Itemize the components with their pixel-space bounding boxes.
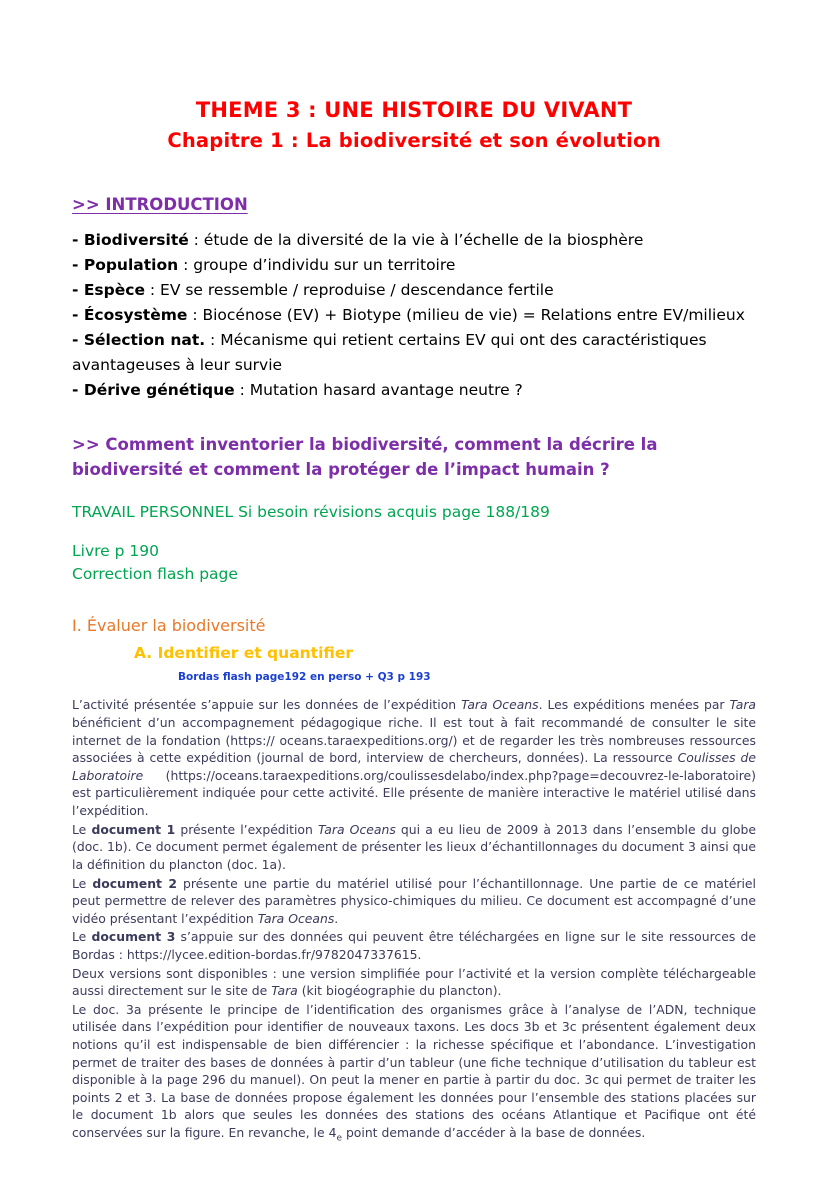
- definition-item: [72, 328, 756, 378]
- definition-text: : EV se ressemble / reproduise / descendance fertile: [144, 280, 554, 299]
- paragraph: Deux versions sont disponibles : une version simplifiée pour l’activité et la version complète téléchargeable aussi directement sur le site de Tara (kit biogéographie du plancton).: [72, 965, 756, 999]
- definition-text: : Biocénose (EV) + Biotype (milieu de vie) = Relations entre EV/milieux: [187, 305, 745, 324]
- definition-item: [72, 228, 756, 253]
- book-reference-line-1: Livre p 190: [72, 542, 159, 561]
- section-heading-reference: Bordas flash page192 en perso + Q3 p 193: [178, 670, 431, 683]
- definition-item: [72, 303, 756, 328]
- book-reference-line-2: Correction flash page: [72, 565, 238, 584]
- definition-list: [72, 228, 756, 404]
- definition-item: [72, 278, 756, 303]
- paragraph: Le document 2 présente une partie du matériel utilisé pour l’échantillonnage. Une partie de ce matériel peut permettre de relever des paramètres physico-chimiques du milieu. Ce document est accompagné d’une vidéo présentant l’expédition Tara Oceans.: [72, 875, 756, 926]
- document-subtitle: Chapitre 1 : La biodiversité et son évolution: [167, 129, 661, 153]
- definition-term: - Dérive génétique: [72, 381, 235, 400]
- paragraph: Le document 3 s’appuie sur des données qui peuvent être téléchargées en ligne sur le site ressources de Bordas : https://lycee.edition-bordas.fr/9782047337615.: [72, 929, 757, 962]
- definition-text: : Mécanisme qui retient certains EV qui ont des caractéristiques avantageuses à leur survie: [72, 331, 707, 375]
- definition-text: : étude de la diversité de la vie à l’échelle de la biosphère: [188, 230, 644, 249]
- body-text-block: [72, 696, 756, 1145]
- definition-text: : Mutation hasard avantage neutre ?: [234, 381, 523, 400]
- book-reference-note: [72, 540, 756, 587]
- definition-term: - Espèce: [72, 280, 145, 299]
- section-heading-letter: A. Identifier et quantifier: [134, 644, 354, 663]
- introduction-heading: >> INTRODUCTION: [72, 194, 248, 214]
- definition-item: [72, 378, 756, 403]
- definition-term: - Population: [72, 255, 179, 274]
- definition-text: : groupe d’individu sur un territoire: [178, 255, 456, 274]
- definition-term: - Écosystème: [72, 305, 188, 324]
- paragraph: Le document 1 présente l’expédition Tara Oceans qui a eu lieu de 2009 à 2013 dans l’ensemble du globe (doc. 1b). Ce document permet également de présenter les lieux d’échantillonnages du document 3 ainsi que la définition du plancton (doc. 1a).: [72, 821, 756, 872]
- definition-item: [72, 253, 756, 278]
- guiding-question: >> Comment inventorier la biodiversité, comment la décrire la biodiversité et comment la protéger de l’impact humain ?: [72, 435, 658, 480]
- personal-work-note: TRAVAIL PERSONNEL Si besoin révisions acquis page 188/189: [72, 502, 550, 521]
- paragraph: Le doc. 3a présente le principe de l’identification des organismes grâce à l’analyse de l’ADN, technique utilisée dans l’expédition pour identifier de nouveaux taxons. Les docs 3b et 3c présentent également deux notions qu’il est indispensable de bien différencier : la richesse spécifique et l’abondance. L’investigation permet de traiter des bases de données à partir d’un tableur (une fiche technique d’utilisation du tableur est disponible à la page 296 du manuel). On peut la mener en partie à partir du doc. 3c qui permet de traiter les points 2 et 3. La base de données propose également les données pour l’ensemble des stations placées sur le document 1b alors que seules les données des stations des océans Atlantique et Pacifique ont été conservées sur la figure. En revanche, le $4_e$ point demande d’accéder à la base de données.: [72, 1001, 756, 1144]
- definition-term: - Sélection nat.: [72, 331, 206, 350]
- document-title: THEME 3 : UNE HISTOIRE DU VIVANT: [195, 98, 633, 122]
- definition-term: - Biodiversité: [72, 230, 189, 249]
- section-heading-roman: I. Évaluer la biodiversité: [72, 615, 266, 635]
- paragraph: L’activité présentée s’appuie sur les données de l’expédition Tara Oceans. Les expéditions menées par Tara bénéficient d’un accompagnement pédagogique riche. Il est tout à fait recommandé de consulter le site internet de la fondation (https:// oceans.taraexpeditions.org/) et de regarder les très nombreuses ressources associées à cette expédition (journal de bord, interview de chercheurs, données). La ressource Coulisses de Laboratoire (https://oceans.taraexpeditions.org/coulissesdelabo/index.php?page=decouvrez-le-laboratoire) est particulièrement indiquée pour cette activité. Elle présente de manière interactive le matériel utilisé dans l’expédition.: [72, 697, 757, 819]
